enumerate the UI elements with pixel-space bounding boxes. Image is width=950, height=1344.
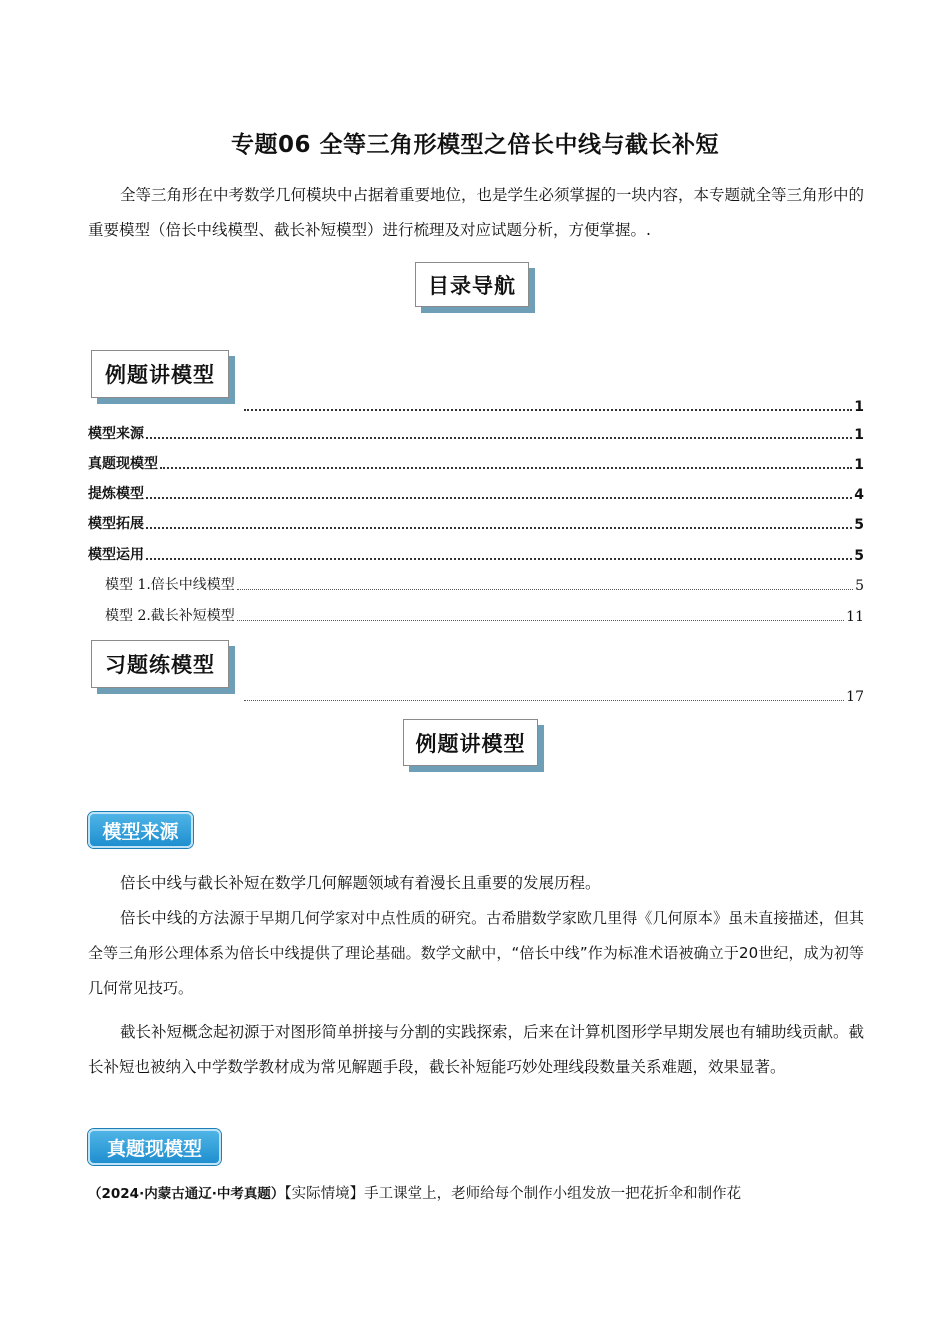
origin-p2-body: 源于早期几何学家对中点性质的研究。古希腊数学家欧几里得《几何原本》虽未直接描述，但其全等三角形公理体系为倍长中线提供了理论基础。数学文献中，“倍长中线”作为标准术语被确立于20世纪，成为初等几何常见技巧。	[88, 909, 864, 997]
toc-page: 11	[846, 609, 864, 625]
toc-dots	[146, 496, 852, 499]
nav-label-box	[415, 262, 529, 307]
toc-dots	[244, 699, 844, 701]
section-heading: 例题讲模型	[415, 731, 526, 756]
section-heading-box	[403, 719, 538, 766]
page-title: 专题06 全等三角形模型之倍长中线与截长补短	[230, 132, 719, 158]
toc-row[interactable]	[88, 542, 864, 564]
toc-item-label: 真题现模型	[88, 456, 158, 472]
toc-row[interactable]	[88, 421, 864, 443]
intro-paragraph: 全等三角形在中考数学几何模块中占据着重要地位，也是学生必须掌握的一块内容，本专题就全等三角形中的重要模型（倍长中线模型、截长补短模型）进行梳理及对应试题分析，方便掌握。.	[88, 186, 865, 239]
toc-dots	[244, 408, 852, 411]
question-source: （2024·内蒙古通辽·中考真题）	[88, 1186, 285, 1202]
toc-dots	[237, 588, 853, 590]
origin-tag	[88, 812, 193, 848]
toc-dots	[146, 557, 852, 560]
nav-label: 目录导航	[428, 273, 516, 298]
origin-paragraph-2	[88, 901, 864, 1006]
toc-item-label: 模型运用	[88, 547, 144, 563]
toc-page: 5	[854, 548, 864, 564]
toc-subitem-label: 模型 2.截长补短模型	[105, 608, 235, 624]
toc-item-label: 提炼模型	[88, 486, 144, 502]
toc-section2-label: 习题练模型	[105, 653, 215, 677]
toc-row[interactable]	[88, 481, 864, 503]
toc-row-section2[interactable]	[242, 683, 864, 705]
toc-item-label: 模型来源	[88, 426, 144, 442]
toc-page: 1	[854, 457, 864, 473]
toc-section2-box[interactable]	[91, 640, 229, 688]
toc-dots	[237, 619, 844, 621]
origin-p2-lead: 倍长中线的方法	[120, 909, 230, 927]
toc-page: 1	[854, 399, 864, 415]
toc-page: 5	[854, 517, 864, 533]
question-line	[88, 1182, 864, 1206]
origin-tag-label: 模型来源	[102, 820, 179, 843]
real-tag-label: 真题现模型	[106, 1137, 202, 1160]
toc-page: 1	[854, 427, 864, 443]
toc-dots	[146, 436, 852, 439]
question-text: 【实际情境】手工课堂上，老师给每个制作小组发放一把花折伞和制作花	[284, 1186, 742, 1202]
toc-row-section1[interactable]	[242, 393, 864, 415]
toc-dots	[160, 466, 852, 469]
origin-paragraph-1: 倍长中线与截长补短在数学几何解题领域有着漫长且重要的发展历程。	[120, 874, 601, 892]
toc-subitem-label: 模型 1.倍长中线模型	[105, 577, 235, 593]
toc-section1-label: 例题讲模型	[105, 363, 215, 387]
toc-row[interactable]	[88, 451, 864, 473]
toc-row[interactable]	[88, 511, 864, 533]
toc-subrow[interactable]	[105, 603, 864, 625]
toc-section1-box[interactable]	[91, 350, 229, 398]
toc-item-label: 模型拓展	[88, 516, 144, 532]
toc-page: 4	[854, 487, 864, 503]
toc-page: 5	[855, 578, 864, 594]
toc-page: 17	[846, 689, 864, 705]
origin-paragraph-3: 截长补短概念起初源于对图形简单拼接与分割的实践探索，后来在计算机图形学早期发展也有辅助线贡献。截长补短也被纳入中学数学教材成为常见解题手段，截长补短能巧妙处理线段数量关系难题，效果显著。	[88, 1023, 865, 1076]
real-tag	[88, 1129, 221, 1165]
toc-dots	[146, 526, 852, 529]
toc-subrow[interactable]	[105, 572, 864, 594]
